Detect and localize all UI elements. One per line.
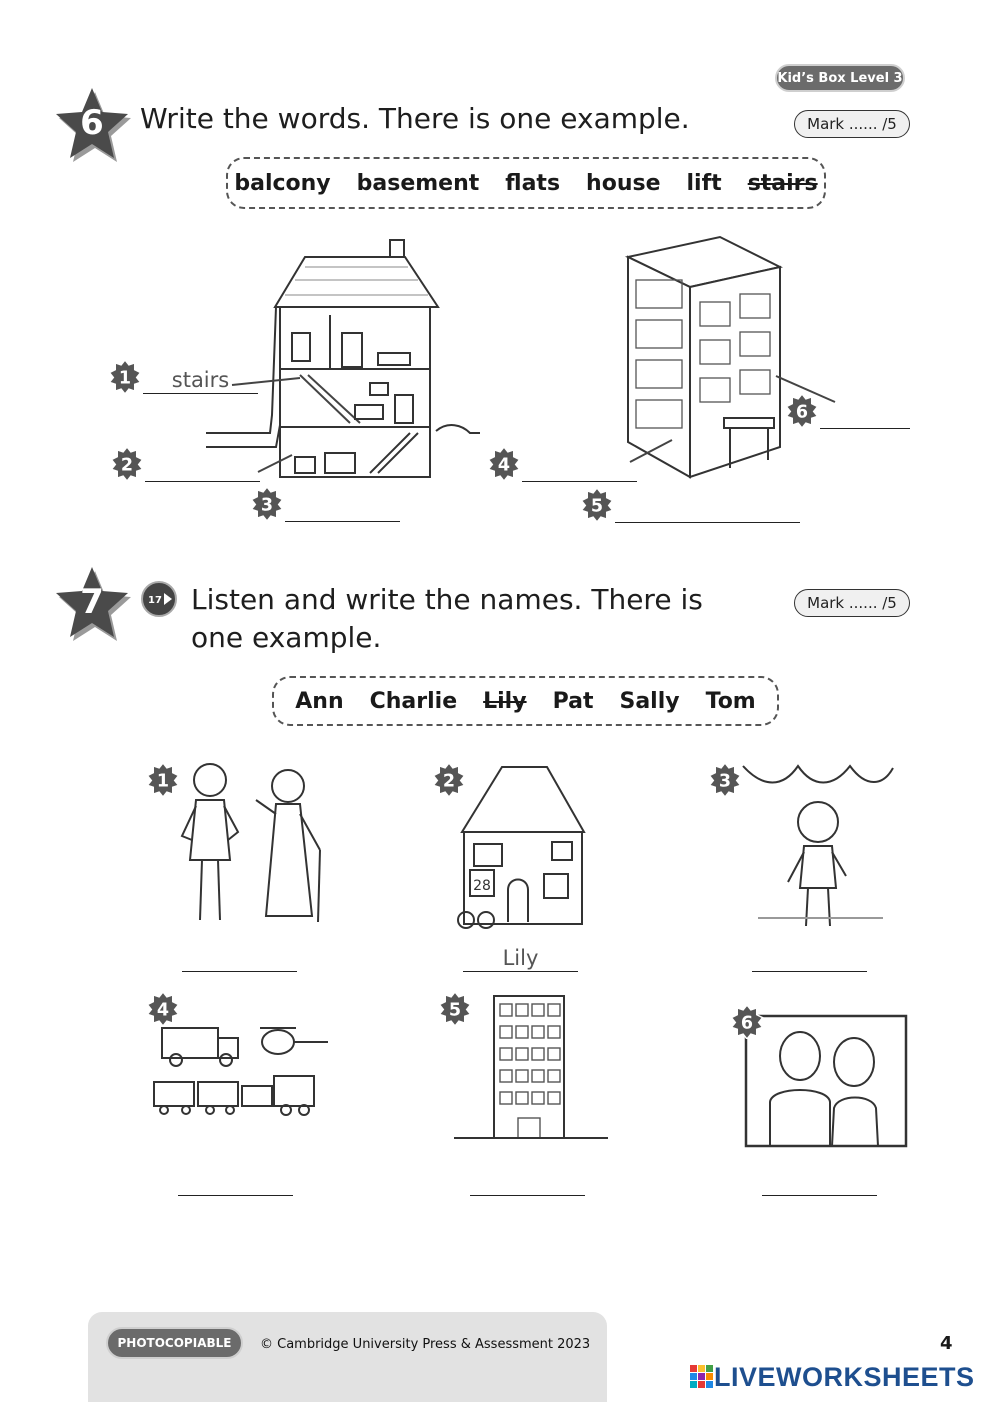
svg-text:5: 5: [448, 1000, 462, 1021]
copyright: © Cambridge University Press & Assessment 2023: [260, 1337, 591, 1352]
picture-1-badge-icon: [146, 763, 180, 797]
liveworksheets-text: LIVEWORKSHEETS: [714, 1361, 975, 1392]
exercise-6-number: 6: [80, 103, 104, 143]
svg-text:3: 3: [260, 495, 274, 516]
word-flats: flats: [505, 170, 561, 196]
label-5-badge-icon: [580, 488, 614, 522]
label-3-answer[interactable]: [285, 496, 400, 522]
picture-3-badge-icon: [708, 763, 742, 797]
label-4-answer[interactable]: [522, 456, 637, 482]
word-balcony: balcony: [234, 170, 331, 196]
label-6-badge-icon: [785, 394, 819, 428]
picture-6-answer[interactable]: [762, 1170, 877, 1196]
exercise-6-word-box: [226, 157, 826, 209]
audio-track-icon[interactable]: [140, 580, 178, 618]
label-1-badge-icon: [108, 360, 142, 394]
name-lily-example: Lily: [483, 688, 527, 714]
picture-1-grandparents: [170, 760, 340, 930]
picture-5-badge-icon: [438, 992, 472, 1026]
svg-text:6: 6: [740, 1013, 754, 1034]
exercise-7-instruction-line-2: one example.: [191, 621, 382, 654]
word-lift: lift: [686, 170, 722, 196]
exercise-6-instruction: Write the words. There is one example.: [140, 102, 690, 135]
picture-3-party-boy: [738, 758, 898, 933]
svg-text:1: 1: [156, 771, 170, 792]
svg-text:5: 5: [590, 496, 604, 517]
liveworksheets-logo[interactable]: [690, 1362, 975, 1392]
picture-6-badge-icon: [730, 1005, 764, 1039]
svg-text:2: 2: [442, 771, 456, 792]
word-basement: basement: [356, 170, 480, 196]
svg-text:4: 4: [497, 455, 511, 476]
exercise-7-number: 7: [80, 582, 104, 622]
picture-1-answer[interactable]: [182, 946, 297, 972]
label-2-badge-icon: [110, 447, 144, 481]
photocopiable-badge: PHOTOCOPIABLE: [106, 1327, 243, 1359]
picture-6-couple-photo: [742, 1012, 910, 1152]
svg-text:1: 1: [118, 368, 132, 389]
exercise-7-star-icon: [52, 563, 132, 643]
picture-4-answer[interactable]: [178, 1170, 293, 1196]
label-1-answer[interactable]: stairs: [143, 368, 258, 394]
svg-text:28: 28: [473, 878, 491, 894]
flats-illustration: [620, 232, 790, 482]
exercise-6-star-icon: [52, 84, 132, 164]
exercise-6-mark: Mark ...... /5: [794, 110, 910, 138]
picture-3-answer[interactable]: [752, 946, 867, 972]
name-sally: Sally: [619, 688, 680, 714]
label-6-answer[interactable]: [820, 403, 910, 429]
svg-text:6: 6: [795, 402, 809, 423]
house-illustration: [200, 235, 490, 485]
picture-4-vehicles: [150, 1020, 335, 1120]
exercise-7-instruction: [191, 581, 703, 657]
picture-2-badge-icon: [432, 763, 466, 797]
label-3-badge-icon: [250, 487, 284, 521]
name-charlie: Charlie: [369, 688, 458, 714]
name-tom: Tom: [705, 688, 756, 714]
picture-5-tall-building: [452, 990, 612, 1140]
svg-text:4: 4: [156, 1000, 170, 1021]
level-badge: Kid’s Box Level 3: [775, 64, 905, 92]
exercise-7-word-box: [272, 676, 779, 726]
svg-text:3: 3: [718, 771, 732, 792]
exercise-7-mark: Mark ...... /5: [794, 589, 910, 617]
page-number: 4: [940, 1333, 953, 1354]
word-stairs-example: stairs: [747, 170, 818, 196]
name-pat: Pat: [552, 688, 594, 714]
label-2-answer[interactable]: [145, 456, 260, 482]
label-4-badge-icon: [487, 447, 521, 481]
picture-2-house: [452, 762, 592, 932]
exercise-7-instruction-line-1: Listen and write the names. There is: [191, 583, 703, 616]
picture-5-answer[interactable]: [470, 1170, 585, 1196]
picture-2-answer[interactable]: Lily: [463, 946, 578, 972]
name-ann: Ann: [295, 688, 344, 714]
svg-text:2: 2: [120, 455, 134, 476]
liveworksheets-grid-icon: [690, 1365, 714, 1389]
word-house: house: [586, 170, 661, 196]
label-5-answer[interactable]: [615, 497, 800, 523]
picture-4-badge-icon: [146, 992, 180, 1026]
audio-track-number: 17: [148, 595, 162, 606]
